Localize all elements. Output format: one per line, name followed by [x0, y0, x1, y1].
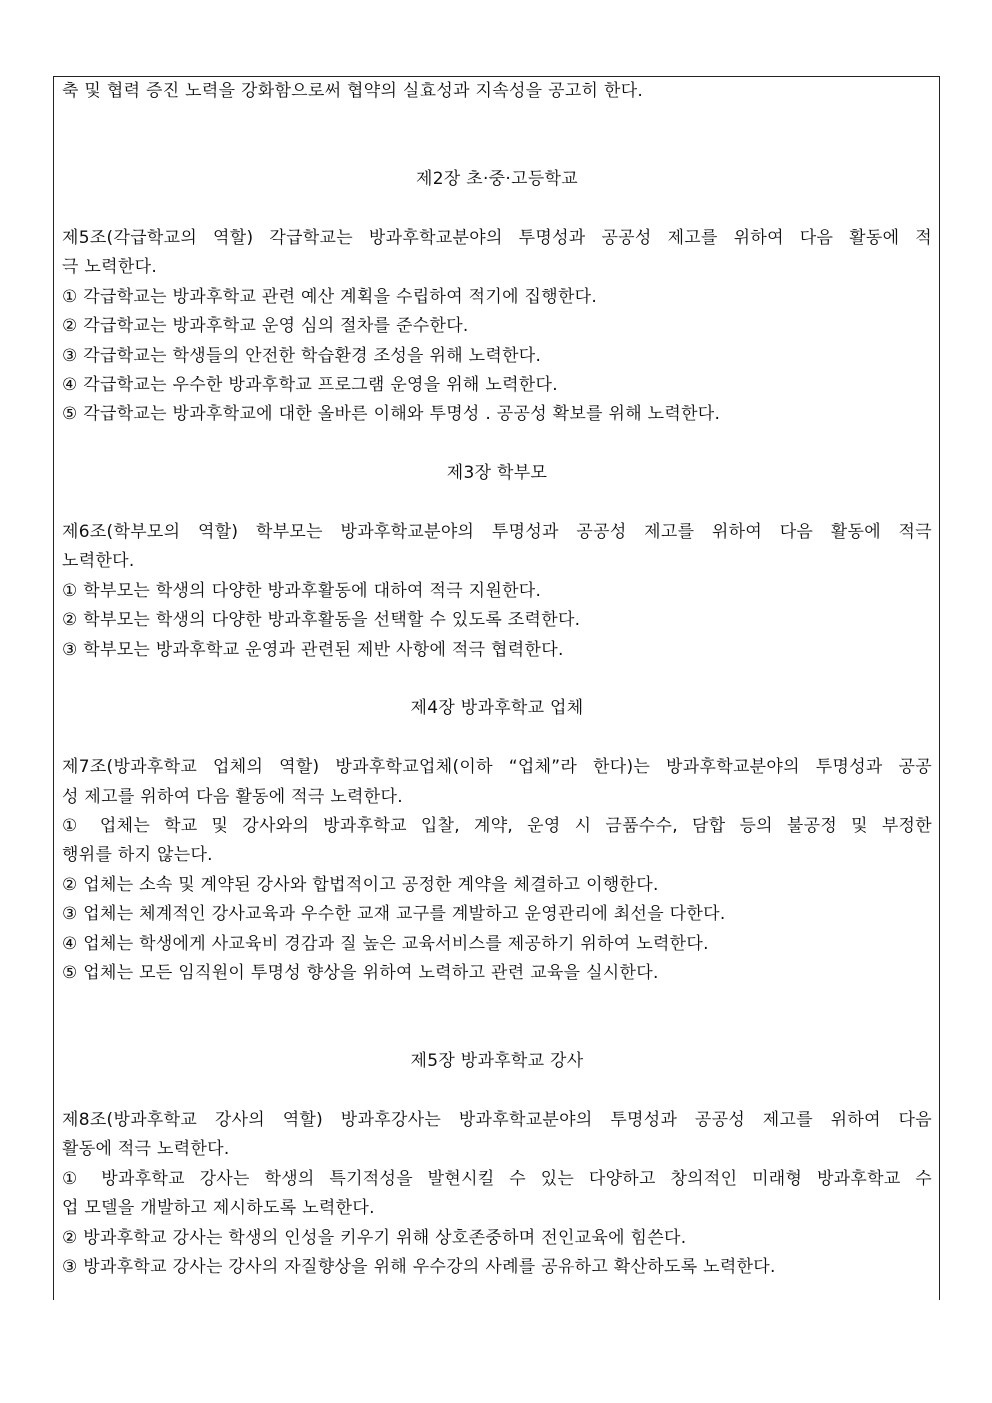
paragraph-line: ① 학부모는 학생의 다양한 방과후활동에 대하여 적극 지원한다. — [62, 580, 542, 601]
paragraph-line: 제8조(방과후학교 강사의 역할) 방과후강사는 방과후학교분야의 투명성과 공공성 제고를 위하여 다음 — [62, 1110, 932, 1131]
blank-line — [62, 1018, 932, 1047]
paragraph-line: 축 및 협력 증진 노력을 강화함으로써 협약의 실효성과 지속성을 공고히 한다. — [62, 81, 644, 101]
document-frame — [53, 76, 940, 1300]
paragraph-line: ⑤ 각급학교는 방과후학교에 대한 올바른 이해와 투명성 . 공공성 확보를 위해 노력한다. — [62, 404, 721, 425]
paragraph-line: 성 제고를 위하여 다음 활동에 적극 노력한다. — [62, 786, 403, 807]
document-body — [62, 77, 932, 1283]
paragraph-line: ② 각급학교는 방과후학교 운영 심의 절차를 준수한다. — [62, 316, 469, 337]
paragraph-line: ① 방과후학교 강사는 학생의 특기적성을 발현시킬 수 있는 다양하고 창의적인 미래형 방과후학교 수 — [62, 1168, 932, 1189]
paragraph-line: 제5조(각급학교의 역할) 각급학교는 방과후학교분야의 투명성과 공공성 제고를 위하여 다음 활동에 적 — [62, 227, 932, 248]
chapter-heading: 제5장 방과후학교 강사 — [410, 1051, 584, 1072]
paragraph-line: ③ 학부모는 방과후학교 운영과 관련된 제반 사항에 적극 협력한다. — [62, 639, 564, 660]
blank-line — [62, 724, 932, 753]
blank-line — [62, 195, 932, 224]
paragraph-line: 노력한다. — [62, 551, 135, 572]
paragraph-line: ② 학부모는 학생의 다양한 방과후활동을 선택할 수 있도록 조력한다. — [62, 610, 581, 631]
paragraph-line: 제7조(방과후학교 업체의 역할) 방과후학교업체(이하 “업체”라 한다)는 방과후학교분야의 투명성과 공공 — [62, 757, 932, 778]
paragraph-line: ④ 각급학교는 우수한 방과후학교 프로그램 운영을 위해 노력한다. — [62, 375, 558, 396]
blank-line — [62, 665, 932, 694]
paragraph-line: ③ 방과후학교 강사는 강사의 자질향상을 위해 우수강의 사례를 공유하고 확산하도록 노력한다. — [62, 1257, 776, 1278]
paragraph-line: 제6조(학부모의 역할) 학부모는 방과후학교분야의 투명성과 공공성 제고를 위하여 다음 활동에 적극 — [62, 522, 932, 543]
paragraph-line: ⑤ 업체는 모든 임직원이 투명성 향상을 위하여 노력하고 관련 교육을 실시한다. — [62, 963, 659, 984]
blank-line — [62, 136, 932, 165]
blank-line — [62, 430, 932, 459]
chapter-heading: 제2장 초·중·고등학교 — [415, 169, 578, 190]
paragraph-line: ④ 업체는 학생에게 사교육비 경감과 질 높은 교육서비스를 제공하기 위하여 노력한다. — [62, 933, 709, 954]
paragraph-line: 업 모델을 개발하고 제시하도록 노력한다. — [62, 1198, 375, 1219]
paragraph-line: ① 업체는 학교 및 강사와의 방과후학교 입찰, 계약, 운영 시 금품수수, 담합 등의 불공정 및 부정한 — [62, 816, 932, 837]
blank-line — [62, 988, 932, 1017]
paragraph-line: ② 업체는 소속 및 계약된 강사와 합법적이고 공정한 계약을 체결하고 이행한다. — [62, 874, 659, 895]
paragraph-line: ① 각급학교는 방과후학교 관련 예산 계획을 수립하여 적기에 집행한다. — [62, 286, 598, 307]
paragraph-line: 활동에 적극 노력한다. — [62, 1139, 230, 1160]
paragraph-line: ③ 각급학교는 학생들의 안전한 학습환경 조성을 위해 노력한다. — [62, 345, 542, 366]
chapter-heading: 제4장 방과후학교 업체 — [410, 698, 584, 719]
paragraph-line: ② 방과후학교 강사는 학생의 인성을 키우기 위해 상호존중하며 전인교육에 힘쓴다. — [62, 1227, 687, 1248]
paragraph-line: 행위를 하지 않는다. — [62, 845, 213, 866]
blank-line — [62, 1077, 932, 1106]
paragraph-line: ③ 업체는 체계적인 강사교육과 우수한 교재 교구를 계발하고 운영관리에 최선을 다한다. — [62, 904, 726, 925]
chapter-heading: 제3장 학부모 — [446, 463, 548, 484]
blank-line — [62, 106, 932, 135]
blank-line — [62, 489, 932, 518]
paragraph-line: 극 노력한다. — [62, 257, 158, 278]
